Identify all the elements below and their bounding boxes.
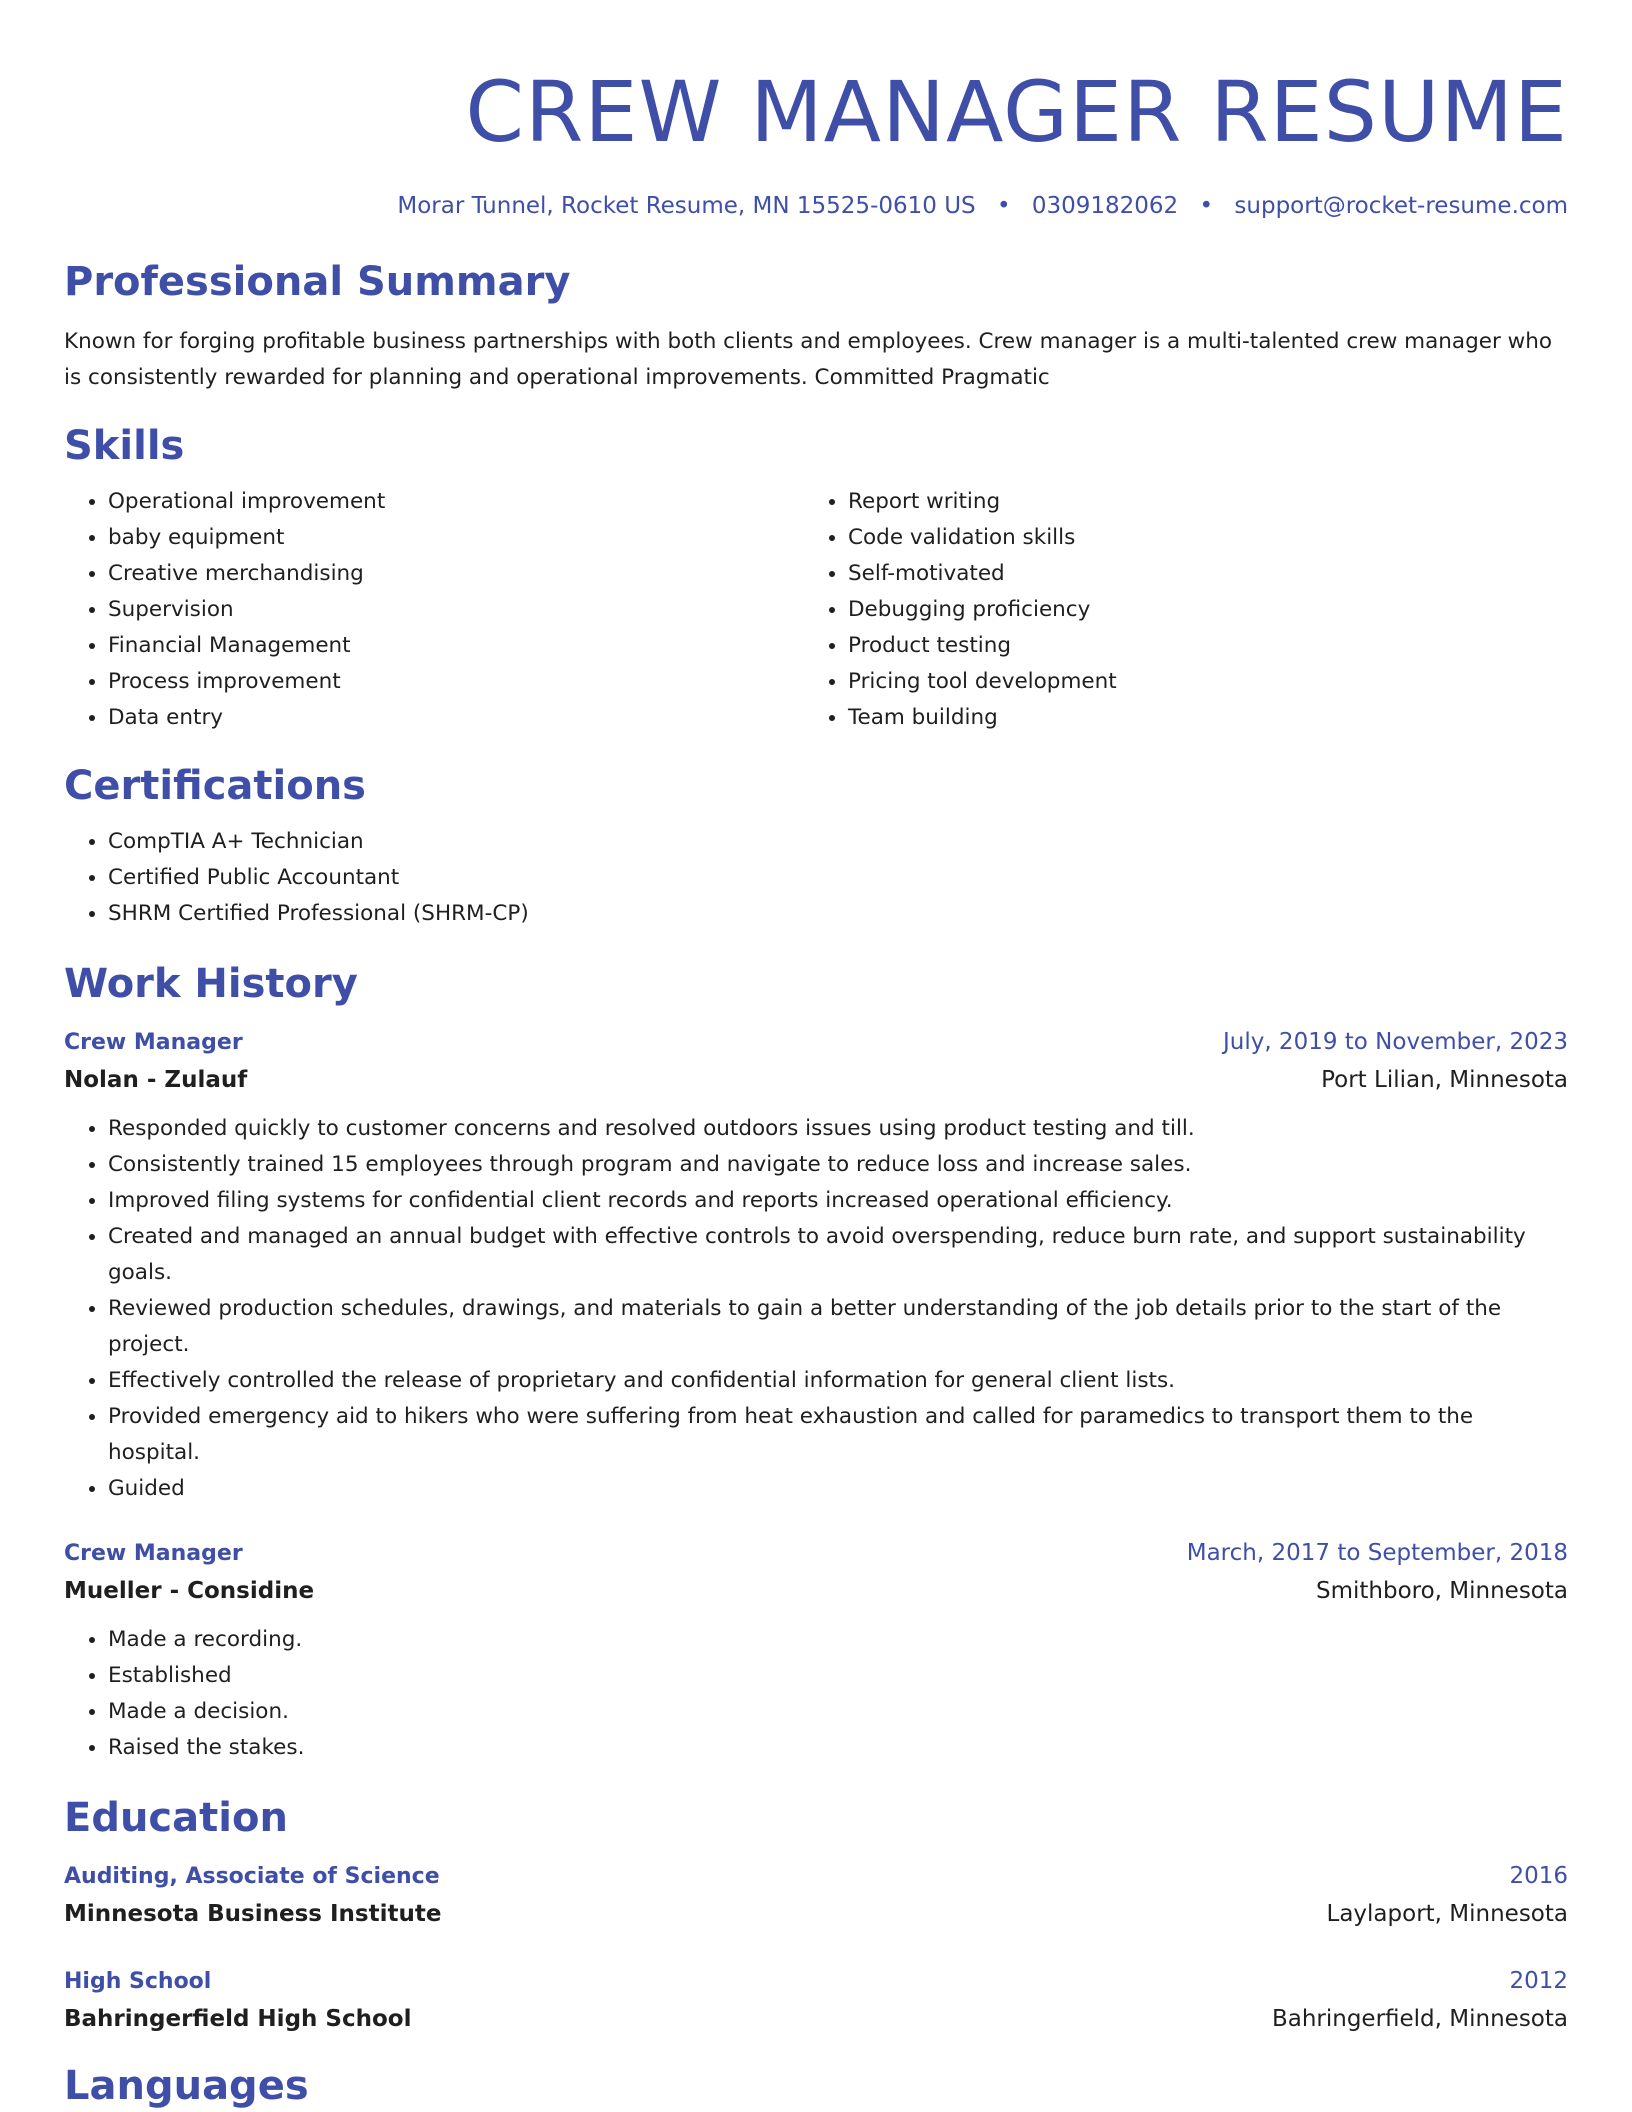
skills-grid <box>64 484 1568 736</box>
job-dates: July, 2019 to November, 2023 <box>1222 1029 1568 1055</box>
education-year: 2016 <box>1509 1863 1568 1889</box>
job-entry <box>64 1024 1568 1507</box>
job-bullets <box>64 1622 1568 1766</box>
section-heading-languages: Languages <box>64 2063 309 2109</box>
job-entry <box>64 1535 1568 1766</box>
job-company: Mueller - Considine <box>64 1578 315 1604</box>
skill-item: • Code validation skills <box>848 520 1568 556</box>
job-location: Port Lilian, Minnesota <box>1321 1067 1568 1093</box>
skills-list-right <box>804 484 1568 736</box>
skill-item: • Operational improvement <box>108 484 804 520</box>
education-location: Bahringerfield, Minnesota <box>1271 2006 1568 2032</box>
contact-line <box>64 190 1568 222</box>
education-year: 2012 <box>1509 1968 1568 1994</box>
education-school-row <box>64 2000 1568 2038</box>
skill-item: • Supervision <box>108 592 804 628</box>
skills-section <box>64 420 1568 736</box>
education-degree: High School <box>64 1969 212 1994</box>
skill-item: • Report writing <box>848 484 1568 520</box>
job-header-row <box>64 1535 1568 1572</box>
section-heading-work-history: Work History <box>64 961 358 1007</box>
job-bullet: • Established <box>108 1658 1568 1694</box>
work-history-section <box>64 958 1568 1766</box>
skill-item: • Process improvement <box>108 664 804 700</box>
job-company-row <box>64 1572 1568 1610</box>
job-header-row <box>64 1024 1568 1061</box>
skill-item: • Data entry <box>108 700 804 736</box>
contact-address: Morar Tunnel, Rocket Resume, MN 15525-0610 US <box>397 193 976 219</box>
summary-section <box>64 256 1568 396</box>
job-bullet: • Made a recording. <box>108 1622 1568 1658</box>
job-title: Crew Manager <box>64 1541 243 1566</box>
job-dates: March, 2017 to September, 2018 <box>1186 1540 1568 1566</box>
education-degree: Auditing, Associate of Science <box>64 1864 440 1889</box>
job-bullet: • Made a decision. <box>108 1694 1568 1730</box>
education-school: Bahringerfield High School <box>64 2006 412 2032</box>
separator-dot: • <box>996 193 1011 219</box>
job-company-row <box>64 1061 1568 1099</box>
job-bullet: • Consistently trained 15 employees through program and navigate to reduce loss and increase sales. <box>108 1147 1568 1183</box>
job-bullet: • Improved filing systems for confidential client records and reports increased operational efficiency. <box>108 1183 1568 1219</box>
summary-text: Known for forging profitable business partnerships with both clients and employees. Crew manager is a multi-talented crew manager who is consistently rewarded for planning and operational improvements. Committed Pragmatic <box>64 329 1553 390</box>
certifications-list <box>64 824 1568 932</box>
section-heading-summary: Professional Summary <box>64 259 571 305</box>
skill-item: • Creative merchandising <box>108 556 804 592</box>
skill-item: • Pricing tool development <box>848 664 1568 700</box>
job-bullets <box>64 1111 1568 1507</box>
section-heading-certifications: Certifications <box>64 763 366 809</box>
education-header-row <box>64 1858 1568 1895</box>
certifications-section <box>64 760 1568 932</box>
job-bullet: • Created and managed an annual budget with effective controls to avoid overspending, reduce burn rate, and support sustainability goals. <box>108 1219 1568 1291</box>
education-school: Minnesota Business Institute <box>64 1901 442 1927</box>
skill-item: • baby equipment <box>108 520 804 556</box>
skill-item: • Team building <box>848 700 1568 736</box>
resume-title: CREW MANAGER RESUME <box>465 63 1568 161</box>
skills-list-left <box>64 484 804 736</box>
education-section <box>64 1792 1568 2038</box>
job-location: Smithboro, Minnesota <box>1315 1578 1568 1604</box>
job-bullet: • Effectively controlled the release of proprietary and confidential information for general client lists. <box>108 1363 1568 1399</box>
job-bullet: • Reviewed production schedules, drawings, and materials to gain a better understanding of the job details prior to the start of the project. <box>108 1291 1568 1363</box>
certification-item: • Certified Public Accountant <box>108 860 1568 896</box>
job-bullet: • Guided <box>108 1471 1568 1507</box>
skill-item: • Financial Management <box>108 628 804 664</box>
education-header-row <box>64 1963 1568 2000</box>
skill-item: • Product testing <box>848 628 1568 664</box>
languages-section <box>64 2060 1568 2112</box>
section-heading-skills: Skills <box>64 423 185 469</box>
job-bullet: • Provided emergency aid to hikers who were suffering from heat exhaustion and called for paramedics to transport them to the hospital. <box>108 1399 1568 1471</box>
education-entry <box>64 1963 1568 2038</box>
certification-item: • SHRM Certified Professional (SHRM-CP) <box>108 896 1568 932</box>
contact-phone: 0309182062 <box>1031 193 1179 219</box>
job-bullet: • Raised the stakes. <box>108 1730 1568 1766</box>
certification-item: • CompTIA A+ Technician <box>108 824 1568 860</box>
education-entry <box>64 1858 1568 1933</box>
section-heading-education: Education <box>64 1795 288 1841</box>
education-location: Laylaport, Minnesota <box>1326 1901 1568 1927</box>
job-bullet: • Responded quickly to customer concerns and resolved outdoors issues using product testing and till. <box>108 1111 1568 1147</box>
separator-dot: • <box>1199 193 1214 219</box>
education-school-row <box>64 1895 1568 1933</box>
contact-email[interactable]: support@rocket-resume.com <box>1234 193 1568 219</box>
skill-item: • Debugging proficiency <box>848 592 1568 628</box>
job-company: Nolan - Zulauf <box>64 1067 248 1093</box>
skill-item: • Self-motivated <box>848 556 1568 592</box>
job-title: Crew Manager <box>64 1030 243 1055</box>
